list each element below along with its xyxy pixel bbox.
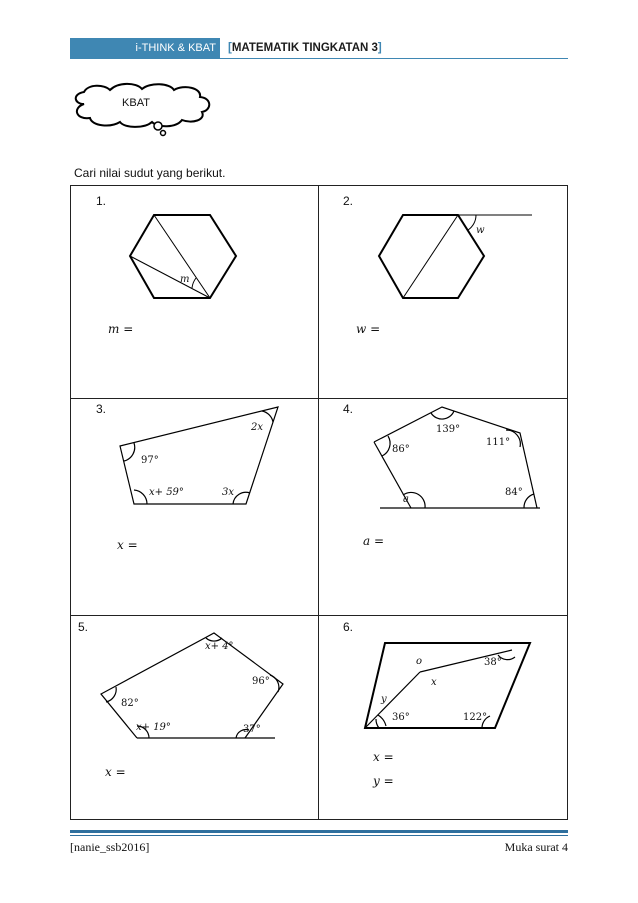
q6-label-y: y	[381, 694, 387, 705]
bracket-close: ]	[377, 42, 382, 54]
instruction-text: Cari nilai sudut yang berikut.	[74, 166, 226, 180]
q4-answer-var: a	[363, 534, 371, 548]
q5-answer-eq: =	[115, 765, 126, 779]
q4-label-84: 84°	[505, 487, 523, 498]
q6-label-38: 38°	[484, 657, 502, 668]
q2-number: 2.	[343, 194, 354, 208]
cloud-label: KBAT	[122, 97, 150, 109]
q5-label-x4: x+ 4°	[205, 641, 234, 652]
q4-label-139: 139°	[436, 424, 461, 435]
q6-answer-var: x	[373, 750, 380, 764]
q6-answer-eq: =	[383, 750, 394, 764]
q3-label-x59: x+ 59°	[149, 487, 184, 498]
q3-label-2x: 2x	[251, 422, 264, 433]
q1-answer-var: m	[108, 322, 120, 336]
q1-hexagon	[130, 215, 236, 298]
footer-rule-thin	[70, 835, 568, 836]
q6-label-122: 122°	[463, 712, 488, 723]
q4-label-111: 111°	[486, 437, 511, 448]
q3-answer-var: x	[117, 538, 124, 552]
q4-number: 4.	[343, 402, 354, 416]
q2-label-w: w	[476, 225, 485, 236]
q2-hexagon	[379, 215, 532, 298]
footer-page-number: Muka surat 4	[504, 840, 568, 854]
q6-label-36: 36°	[392, 712, 410, 723]
q3-number: 3.	[96, 402, 107, 416]
q6-parallelogram	[365, 643, 530, 728]
q3-answer-eq: =	[127, 538, 138, 552]
q3-label-3x: 3x	[222, 487, 235, 498]
q2-answer-var: w	[356, 322, 367, 336]
q4-label-86: 86°	[392, 444, 410, 455]
q5-label-x19: x+ 19°	[136, 722, 171, 733]
q6-answer-eq2: =	[383, 774, 394, 788]
q4-answer-eq: =	[373, 534, 385, 548]
q4-label-a: a	[403, 494, 409, 505]
q2-answer-eq: =	[370, 322, 381, 336]
q6-answer-var2: y	[373, 774, 380, 788]
footer-rule-thick	[70, 830, 568, 833]
q5-number: 5.	[78, 620, 89, 634]
q5-answer-var: x	[105, 765, 112, 779]
q6-label-o: o	[416, 656, 423, 667]
q6-label-x: x	[431, 677, 437, 688]
q5-label-82: 82°	[121, 698, 139, 709]
q3-label-97: 97°	[141, 455, 159, 466]
header-title-text: MATEMATIK TINGKATAN 3	[231, 42, 378, 54]
header-band-text: i-THINK & KBAT	[135, 42, 216, 54]
q1-number: 1.	[96, 194, 107, 208]
bracket-open: [	[228, 42, 232, 54]
q1-label-m: m	[180, 274, 190, 285]
q1-answer-eq: =	[123, 322, 134, 336]
q5-label-37: 37°	[243, 724, 261, 735]
q6-number: 6.	[343, 620, 354, 634]
footer-left-text: [nanie_ssb2016]	[70, 840, 150, 854]
q5-label-96: 96°	[252, 676, 270, 687]
